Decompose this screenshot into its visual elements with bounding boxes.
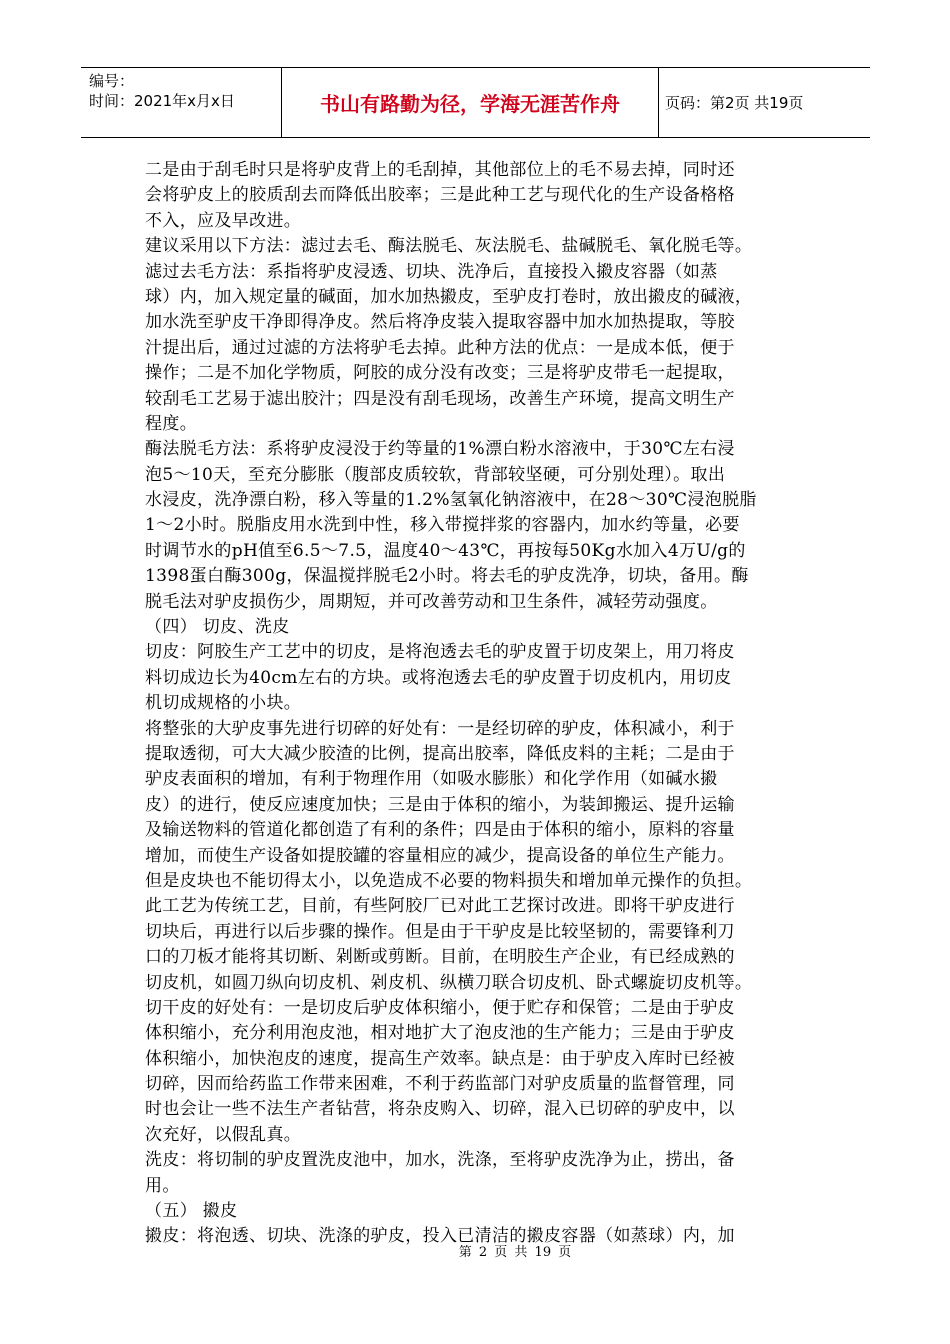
header-motto: 书山有路勤为径，学海无涯苦作舟 bbox=[320, 92, 620, 116]
body-line: 水浸皮，洗净漂白粉，移入等量的1.2%氢氧化钠溶液中，在28～30℃浸泡脱脂 bbox=[145, 490, 757, 511]
body-line: 酶法脱毛方法：系将驴皮浸没于约等量的1%漂白粉水溶液中，于30℃左右浸 bbox=[145, 439, 735, 460]
body-line: 泡5～10天，至充分膨胀（腹部皮质较软，背部较坚硬，可分别处理）。取出 bbox=[145, 464, 726, 485]
body-line: 脱毛法对驴皮损伤少，周期短，并可改善劳动和卫生条件，减轻劳动强度。 bbox=[145, 591, 718, 612]
body-line: 增加，而使生产设备如提胶罐的容量相应的减少，提高设备的单位生产能力。 bbox=[145, 845, 735, 866]
body-line: 料切成边长为40cm左右的方块。或将泡透去毛的驴皮置于切皮机内，用切皮 bbox=[145, 667, 732, 688]
body-line: 但是皮块也不能切得太小，以免造成不必要的物料损失和增加单元操作的负担。 bbox=[145, 870, 753, 891]
body-line: 切块后，再进行以后步骤的操作。但是由于干驴皮是比较坚韧的，需要锋利刀 bbox=[145, 921, 735, 942]
body-line: 将整张的大驴皮事先进行切碎的好处有：一是经切碎的驴皮，体积减小，利于 bbox=[145, 718, 735, 739]
body-line: 1～2小时。脱脂皮用水洗到中性，移入带搅拌浆的容器内，加水约等量，必要 bbox=[145, 515, 740, 536]
body-line: 摋皮：将泡透、切块、洗涤的驴皮，投入已清洁的摋皮容器（如蒸球）内，加 bbox=[145, 1226, 735, 1247]
document-date-label: 时间：2021年x月x日 bbox=[89, 92, 235, 110]
body-line: 时调节水的pH值至6.5～7.5，温度40～43℃，再按每50Kg水加入4万U/g的 bbox=[145, 540, 746, 561]
header-meta-cell bbox=[81, 68, 282, 137]
body-line: 不入，应及早改进。 bbox=[145, 210, 302, 231]
body-line: 切干皮的好处有：一是切皮后驴皮体积缩小，便于贮存和保管；二是由于驴皮 bbox=[145, 997, 735, 1018]
header-page-cell bbox=[659, 68, 870, 137]
body-line: 洗皮：将切制的驴皮置洗皮池中，加水，洗涤，至将驴皮洗净为止，捞出，备 bbox=[145, 1150, 735, 1171]
body-line: 机切成规格的小块。 bbox=[145, 693, 302, 714]
body-line: 汁提出后，通过过滤的方法将驴毛去掉。此种方法的优点：一是成本低，便于 bbox=[145, 337, 735, 358]
body-line: 加水洗至驴皮干净即得净皮。然后将净皮装入提取容器中加水加热提取，等胶 bbox=[145, 312, 735, 333]
body-line: 1398蛋白酶300g，保温搅拌脱毛2小时。将去毛的驴皮洗净，切块，备用。酶 bbox=[145, 566, 749, 587]
body-line: 时也会让一些不法生产者钻营，将杂皮购入、切碎，混入已切碎的驴皮中，以 bbox=[145, 1099, 735, 1120]
body-line: 切皮：阿胶生产工艺中的切皮，是将泡透去毛的驴皮置于切皮架上，用刀将皮 bbox=[145, 642, 735, 663]
document-number-label: 编号： bbox=[89, 72, 135, 90]
body-line: 程度。 bbox=[145, 413, 198, 434]
page-footer: 第 2 页 共 19 页 bbox=[458, 1245, 572, 1260]
body-line: 用。 bbox=[145, 1175, 180, 1196]
body-line: （四） 切皮、洗皮 bbox=[145, 617, 290, 638]
body-line: 切碎，因而给药监工作带来困难，不利于药监部门对驴皮质量的监督管理，同 bbox=[145, 1074, 735, 1095]
body-line: 球）内，加入规定量的碱面，加水加热摋皮，至驴皮打卷时，放出摋皮的碱液， bbox=[145, 286, 753, 307]
body-line: 建议采用以下方法：滤过去毛、酶法脱毛、灰法脱毛、盐碱脱毛、氧化脱毛等。 bbox=[145, 236, 753, 257]
body-line: 较刮毛工艺易于滤出胶汁；四是没有刮毛现场，改善生产环境，提高文明生产 bbox=[145, 388, 735, 409]
body-line: 操作；二是不加化学物质，阿胶的成分没有改变；三是将驴皮带毛一起提取， bbox=[145, 363, 735, 384]
body-line: 次充好，以假乱真。 bbox=[145, 1124, 302, 1145]
body-line: 二是由于刮毛时只是将驴皮背上的毛刮掉，其他部位上的毛不易去掉，同时还 bbox=[145, 160, 735, 180]
body-line: 切皮机，如圆刀纵向切皮机、剁皮机、纵横刀联合切皮机、卧式螺旋切皮机等。 bbox=[145, 972, 753, 993]
body-line: 体积缩小，加快泡皮的速度，提高生产效率。缺点是：由于驴皮入库时已经被 bbox=[145, 1048, 735, 1069]
body-line: 提取透彻，可大大减少胶渣的比例，提高出胶率，降低皮料的主耗；二是由于 bbox=[145, 743, 735, 764]
body-line: 口的刀板才能将其切断、剁断或剪断。目前，在明胶生产企业，有已经成熟的 bbox=[145, 947, 735, 968]
body-line: 驴皮表面积的增加，有利于物理作用（如吸水膨胀）和化学作用（如碱水摋 bbox=[145, 769, 718, 790]
body-line: 滤过去毛方法：系指将驴皮浸透、切块、洗净后，直接投入摋皮容器（如蒸 bbox=[145, 261, 718, 282]
header-page-number: 页码：第2页 共19页 bbox=[665, 94, 804, 112]
body-line: 皮）的进行，使反应速度加快；三是由于体积的缩小，为装卸搬运、提升运输 bbox=[145, 794, 735, 815]
body-line: 及输送物料的管道化都创造了有利的条件；四是由于体积的缩小，原料的容量 bbox=[145, 820, 735, 841]
body-line: （五） 摋皮 bbox=[145, 1201, 238, 1222]
document-body bbox=[145, 158, 810, 1250]
body-line: 体积缩小，充分利用泡皮池，相对地扩大了泡皮池的生产能力；三是由于驴皮 bbox=[145, 1023, 735, 1044]
header-motto-cell bbox=[282, 68, 659, 137]
body-line: 会将驴皮上的胶质刮去而降低出胶率；三是此种工艺与现代化的生产设备格格 bbox=[145, 185, 735, 206]
page-header bbox=[81, 67, 870, 138]
body-line: 此工艺为传统工艺，目前，有些阿胶厂已对此工艺探讨改进。即将干驴皮进行 bbox=[145, 896, 735, 917]
